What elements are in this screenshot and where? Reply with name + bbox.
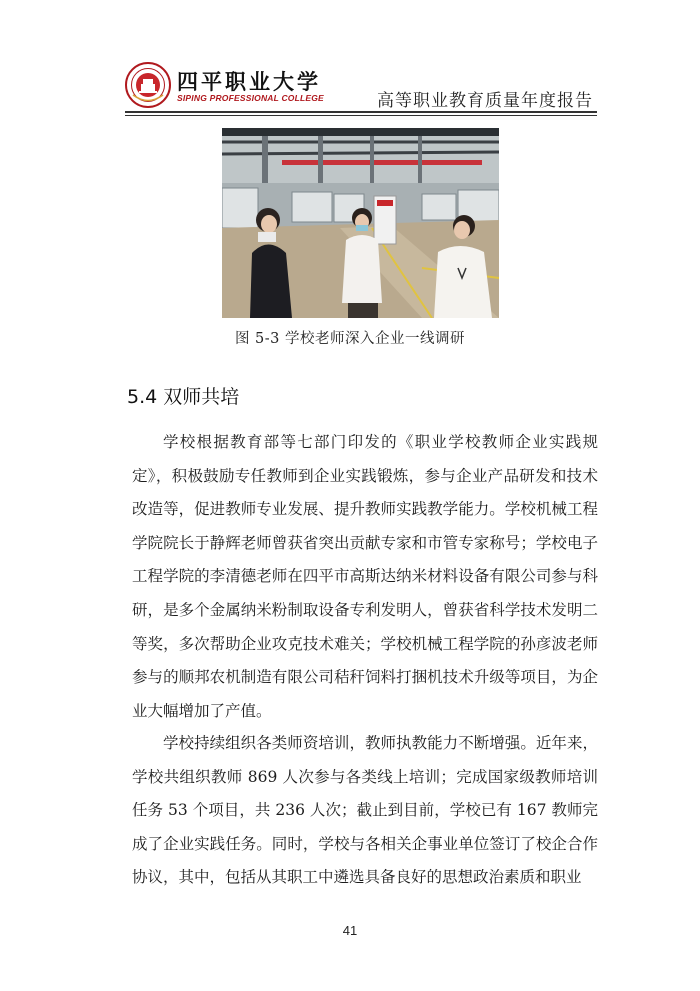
body-paragraph: 学校根据教育部等七部门印发的《职业学校教师企业实践规定》，积极鼓励专任教师到企业实践锻炼，参与企业产品研发和技术改造等，促进教师专业发展、提升教师实践教学能力。学校机械工程学院院长于静辉老师曾获省突出贡献专家和市管专家称号；学校电子工程学院的李清德老师在四平市高斯达纳米材料设备有限公司参与科研，是多个金属纳米粉制取设备专利发明人，曾获省科学技术发明二等奖，多次帮助企业攻克技术难关；学校机械工程学院的孙彦波老师参与的顺邦农机制造有限公司秸秆饲料打捆机技术升级等项目，为企业大幅增加了产值。 [132,433,598,720]
header-divider-thin [125,115,597,116]
figure-caption: 图 5-3 学校老师深入企业一线调研 [234,331,466,347]
page-header [125,60,597,112]
section-heading: 5.4 双师共培 [127,386,240,408]
school-logo-icon [125,62,171,108]
body-paragraph: 学校持续组织各类师资培训，教师执教能力不断增强。近年来，学校共组织教师 869 人次参与各类线上培训；完成国家级教师培训任务 53 个项目，共 236 人次；截止到目前，学校已有 167 教师完成了企业实践任务。同时，学校与各相关企事业单位签订了校企合作协议，其中，包括从其职工中遴选具备良好的思想政治素质和职业 [132,734,598,887]
factory-visit-photo [222,128,499,318]
page-number: 41 [342,923,358,938]
school-name-cn: 四平职业大学 [177,70,321,94]
header-divider [125,111,597,113]
report-title: 高等职业教育质量年度报告 [377,91,593,111]
school-name-en: SIPING PROFESSIONAL COLLEGE [177,93,324,103]
